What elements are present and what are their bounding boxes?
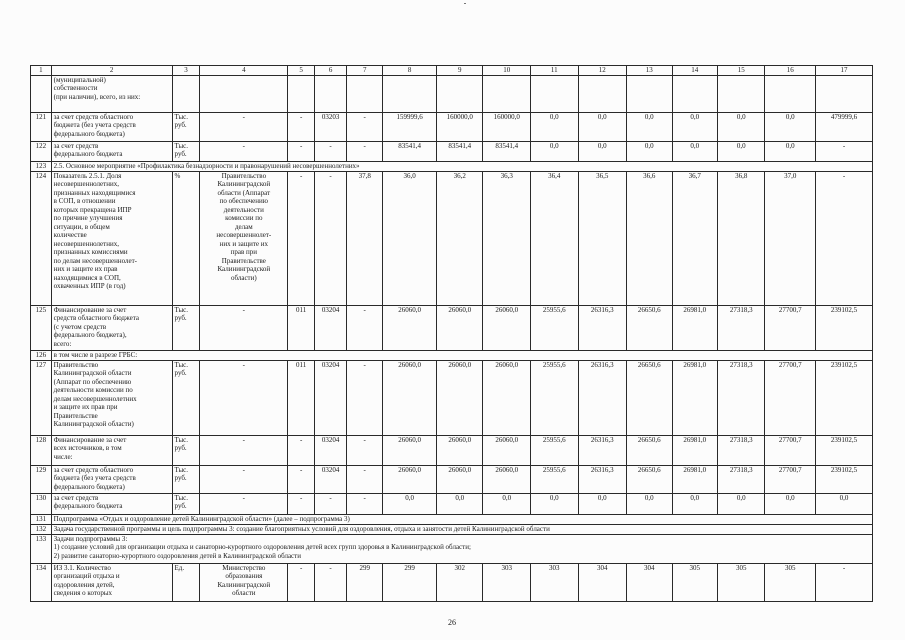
- unit-cell: Тыс. руб.: [172, 435, 200, 465]
- table-row: [31, 563, 873, 601]
- table-cell: -: [315, 493, 347, 514]
- indicator-name-cell: за счет средств областного бюджета (без учета средств федерального бюджета): [51, 465, 172, 493]
- value-cell: [672, 75, 717, 112]
- row-number-cell: 123: [31, 161, 52, 171]
- value-cell: [383, 75, 437, 112]
- value-cell: 27700,7: [765, 360, 816, 435]
- value-cell: [816, 75, 873, 112]
- value-cell: 26981,0: [672, 465, 717, 493]
- unit-cell: Тыс. руб.: [172, 465, 200, 493]
- value-cell: 479999,6: [816, 112, 873, 141]
- value-cell: 26060,0: [436, 465, 482, 493]
- table-body: [31, 66, 873, 602]
- value-cell: [483, 75, 531, 112]
- table-cell: -: [315, 563, 347, 601]
- value-cell: 0,0: [578, 141, 627, 161]
- table-cell: -: [315, 141, 347, 161]
- table-row: [31, 465, 873, 493]
- row-number-cell: 122: [31, 141, 52, 161]
- column-number-cell: 13: [627, 66, 672, 76]
- table-row: [31, 112, 873, 141]
- value-cell: 305: [765, 563, 816, 601]
- row-number-cell: 126: [31, 350, 52, 360]
- table-cell: [288, 75, 315, 112]
- table-cell: 03204: [315, 305, 347, 350]
- value-cell: 36,7: [672, 171, 717, 305]
- table-cell: -: [288, 493, 315, 514]
- value-cell: 0,0: [627, 141, 672, 161]
- value-cell: 304: [627, 563, 672, 601]
- value-cell: [530, 75, 578, 112]
- table-cell: -: [288, 141, 315, 161]
- value-cell: 26650,6: [627, 360, 672, 435]
- value-cell: 0,0: [627, 493, 672, 514]
- table-cell: 03204: [315, 465, 347, 493]
- value-cell: 239102,5: [816, 360, 873, 435]
- value-cell: 0,0: [530, 112, 578, 141]
- value-cell: 0,0: [816, 493, 873, 514]
- value-cell: 159999,6: [383, 112, 437, 141]
- value-cell: 0,0: [578, 112, 627, 141]
- value-cell: 0,0: [530, 141, 578, 161]
- value-cell: 0,0: [717, 112, 765, 141]
- value-cell: 36,3: [483, 171, 531, 305]
- program-table: [30, 65, 873, 602]
- row-number-cell: [31, 75, 52, 112]
- value-cell: 26981,0: [672, 435, 717, 465]
- executor-cell: -: [200, 141, 288, 161]
- table-row: [31, 75, 873, 112]
- column-number-cell: 17: [816, 66, 873, 76]
- table-cell: 299: [347, 563, 383, 601]
- table-row: [31, 514, 873, 524]
- column-number-cell: 15: [717, 66, 765, 76]
- value-cell: 36,0: [383, 171, 437, 305]
- column-number-cell: 12: [578, 66, 627, 76]
- value-cell: 27318,3: [717, 465, 765, 493]
- row-number-cell: 131: [31, 514, 52, 524]
- unit-cell: Тыс. руб.: [172, 112, 200, 141]
- value-cell: 0,0: [672, 141, 717, 161]
- column-number-cell: 3: [172, 66, 200, 76]
- column-number-cell: 10: [483, 66, 531, 76]
- column-number-row: [31, 66, 873, 76]
- value-cell: 0,0: [717, 493, 765, 514]
- section-heading-cell: Подпрограмма «Отдых и оздоровление детей Калининградской области» (далее – подпрограмма 3): [51, 514, 872, 524]
- value-cell: 26316,3: [578, 435, 627, 465]
- table-row: [31, 524, 873, 534]
- table-cell: [347, 75, 383, 112]
- value-cell: 26981,0: [672, 305, 717, 350]
- table-cell: -: [347, 141, 383, 161]
- value-cell: 25955,6: [530, 465, 578, 493]
- unit-cell: [172, 75, 200, 112]
- value-cell: 0,0: [672, 493, 717, 514]
- column-number-cell: 14: [672, 66, 717, 76]
- value-cell: 83541,4: [383, 141, 437, 161]
- value-cell: 26060,0: [383, 435, 437, 465]
- value-cell: 26060,0: [436, 305, 482, 350]
- column-number-cell: 8: [383, 66, 437, 76]
- value-cell: 26981,0: [672, 360, 717, 435]
- table-row: [31, 360, 873, 435]
- section-heading-cell: 2.5. Основное мероприятие «Профилактика безнадзорности и правонарушений несовершеннолетних»: [51, 161, 872, 171]
- executor-cell: -: [200, 465, 288, 493]
- table-cell: 37,8: [347, 171, 383, 305]
- value-cell: 27700,7: [765, 305, 816, 350]
- table-cell: [315, 75, 347, 112]
- row-number-cell: 132: [31, 524, 52, 534]
- value-cell: 83541,4: [436, 141, 482, 161]
- value-cell: 305: [717, 563, 765, 601]
- executor-cell: -: [200, 305, 288, 350]
- column-number-cell: 1: [31, 66, 52, 76]
- indicator-name-cell: ИЗ 3.1. Количество организаций отдыха и оздоровления детей, сведения о которых: [51, 563, 172, 601]
- table-cell: -: [288, 112, 315, 141]
- value-cell: 27318,3: [717, 360, 765, 435]
- value-cell: 26060,0: [483, 435, 531, 465]
- scan-speck: [464, 3, 466, 4]
- section-heading-cell: Задача государственной программы и цель подпрограммы 3: создание благоприятных условий для оздоровления, отдыха и занятости детей Калининградской области: [51, 524, 872, 534]
- column-number-cell: 7: [347, 66, 383, 76]
- value-cell: 304: [578, 563, 627, 601]
- value-cell: 26060,0: [383, 465, 437, 493]
- value-cell: 0,0: [765, 141, 816, 161]
- column-number-cell: 9: [436, 66, 482, 76]
- unit-cell: Тыс. руб.: [172, 305, 200, 350]
- table-row: [31, 435, 873, 465]
- value-cell: 36,5: [578, 171, 627, 305]
- value-cell: 0,0: [765, 493, 816, 514]
- value-cell: -: [816, 563, 873, 601]
- value-cell: 25955,6: [530, 305, 578, 350]
- value-cell: 26650,6: [627, 305, 672, 350]
- value-cell: 303: [530, 563, 578, 601]
- value-cell: 26650,6: [627, 465, 672, 493]
- value-cell: [765, 75, 816, 112]
- executor-cell: -: [200, 112, 288, 141]
- table-row: [31, 350, 873, 360]
- value-cell: 0,0: [627, 112, 672, 141]
- value-cell: 26060,0: [436, 360, 482, 435]
- executor-cell: Правительство Калининградской области (Аппарат по обеспечению деятельности комиссии по делам несовершеннолет- них и защите их прав при Правительстве Калининградской области): [200, 171, 288, 305]
- value-cell: 26316,3: [578, 305, 627, 350]
- row-number-cell: 134: [31, 563, 52, 601]
- indicator-name-cell: за счет средств федерального бюджета: [51, 141, 172, 161]
- value-cell: 239102,5: [816, 305, 873, 350]
- row-number-cell: 127: [31, 360, 52, 435]
- value-cell: 26316,3: [578, 360, 627, 435]
- value-cell: 239102,5: [816, 435, 873, 465]
- unit-cell: Тыс. руб.: [172, 493, 200, 514]
- table-cell: -: [315, 171, 347, 305]
- value-cell: 0,0: [578, 493, 627, 514]
- value-cell: 36,2: [436, 171, 482, 305]
- value-cell: 0,0: [530, 493, 578, 514]
- value-cell: 305: [672, 563, 717, 601]
- table-cell: -: [347, 493, 383, 514]
- value-cell: 26060,0: [483, 360, 531, 435]
- value-cell: [578, 75, 627, 112]
- value-cell: -: [816, 141, 873, 161]
- unit-cell: %: [172, 171, 200, 305]
- table-row: [31, 141, 873, 161]
- value-cell: 27700,7: [765, 465, 816, 493]
- row-number-cell: 133: [31, 534, 52, 563]
- row-number-cell: 121: [31, 112, 52, 141]
- table-cell: 03204: [315, 360, 347, 435]
- executor-cell: -: [200, 493, 288, 514]
- value-cell: 303: [483, 563, 531, 601]
- row-number-cell: 130: [31, 493, 52, 514]
- value-cell: 36,4: [530, 171, 578, 305]
- value-cell: 36,6: [627, 171, 672, 305]
- table-row: [31, 493, 873, 514]
- unit-cell: Тыс. руб.: [172, 360, 200, 435]
- table-cell: -: [347, 435, 383, 465]
- value-cell: 27700,7: [765, 435, 816, 465]
- table-cell: -: [347, 305, 383, 350]
- unit-cell: Ед.: [172, 563, 200, 601]
- value-cell: 27318,3: [717, 435, 765, 465]
- value-cell: 160000,0: [436, 112, 482, 141]
- table-cell: 03203: [315, 112, 347, 141]
- indicator-name-cell: Финансирование за счет средств областного бюджета (с учетом средств федерального бюджета), всего:: [51, 305, 172, 350]
- value-cell: [627, 75, 672, 112]
- value-cell: 26316,3: [578, 465, 627, 493]
- table-cell: -: [288, 435, 315, 465]
- unit-cell: Тыс. руб.: [172, 141, 200, 161]
- value-cell: 302: [436, 563, 482, 601]
- value-cell: 0,0: [383, 493, 437, 514]
- table-cell: 03204: [315, 435, 347, 465]
- value-cell: 0,0: [717, 141, 765, 161]
- row-number-cell: 125: [31, 305, 52, 350]
- section-heading-cell: Задачи подпрограммы 3: 1) создание условий для организации отдыха и санаторно-курортного оздоровления детей всех групп здоровья в Калининградской области; 2) развитие санаторно-курортного оздоровления детей в Калининградской области: [51, 534, 872, 563]
- row-number-cell: 124: [31, 171, 52, 305]
- table-cell: -: [288, 563, 315, 601]
- table-cell: -: [347, 112, 383, 141]
- indicator-name-cell: Показатель 2.5.1. Доля несовершеннолетних, признанных находящимися в СОП, в отношении которых прекращена ИПР по причине улучшения ситуации, в общем количестве несовершеннолетних, признанных комиссиями по делам несовершеннолет- них и защите их прав находящимися в СОП, охваченных ИПР (в год): [51, 171, 172, 305]
- column-number-cell: 2: [51, 66, 172, 76]
- value-cell: [436, 75, 482, 112]
- value-cell: 26060,0: [483, 465, 531, 493]
- value-cell: 36,8: [717, 171, 765, 305]
- indicator-name-cell: (муниципальной) собственности (при наличии), всего, из них:: [51, 75, 172, 112]
- table-cell: -: [288, 465, 315, 493]
- value-cell: 26650,6: [627, 435, 672, 465]
- value-cell: 26060,0: [383, 305, 437, 350]
- executor-cell: -: [200, 360, 288, 435]
- indicator-name-cell: Правительство Калининградской области (Аппарат по обеспечению деятельности комиссии по делам несовершеннолетних и защите их прав при Правительстве Калининградской области): [51, 360, 172, 435]
- value-cell: -: [816, 171, 873, 305]
- value-cell: 25955,6: [530, 360, 578, 435]
- indicator-name-cell: Финансирование за счет всех источников, в том числе:: [51, 435, 172, 465]
- value-cell: 26060,0: [483, 305, 531, 350]
- section-heading-cell: в том числе в разрезе ГРБС:: [51, 350, 872, 360]
- table-cell: -: [347, 360, 383, 435]
- value-cell: 27318,3: [717, 305, 765, 350]
- value-cell: 239102,5: [816, 465, 873, 493]
- row-number-cell: 128: [31, 435, 52, 465]
- page-number: 26: [448, 618, 456, 627]
- value-cell: 0,0: [436, 493, 482, 514]
- table-cell: -: [347, 465, 383, 493]
- value-cell: 0,0: [765, 112, 816, 141]
- table-row: [31, 161, 873, 171]
- value-cell: 37,0: [765, 171, 816, 305]
- value-cell: 299: [383, 563, 437, 601]
- indicator-name-cell: за счет средств федерального бюджета: [51, 493, 172, 514]
- value-cell: [717, 75, 765, 112]
- executor-cell: -: [200, 435, 288, 465]
- column-number-cell: 5: [288, 66, 315, 76]
- column-number-cell: 11: [530, 66, 578, 76]
- value-cell: 26060,0: [383, 360, 437, 435]
- value-cell: 25955,6: [530, 435, 578, 465]
- table-cell: 011: [288, 360, 315, 435]
- column-number-cell: 16: [765, 66, 816, 76]
- table-row: [31, 305, 873, 350]
- value-cell: 0,0: [672, 112, 717, 141]
- row-number-cell: 129: [31, 465, 52, 493]
- table-row: [31, 534, 873, 563]
- value-cell: 26060,0: [436, 435, 482, 465]
- value-cell: 0,0: [483, 493, 531, 514]
- executor-cell: [200, 75, 288, 112]
- column-number-cell: 4: [200, 66, 288, 76]
- table-cell: -: [288, 171, 315, 305]
- column-number-cell: 6: [315, 66, 347, 76]
- table-cell: 011: [288, 305, 315, 350]
- value-cell: 160000,0: [483, 112, 531, 141]
- value-cell: 83541,4: [483, 141, 531, 161]
- indicator-name-cell: за счет средств областного бюджета (без учета средств федерального бюджета): [51, 112, 172, 141]
- executor-cell: Министерство образования Калининградской области: [200, 563, 288, 601]
- table-row: [31, 171, 873, 305]
